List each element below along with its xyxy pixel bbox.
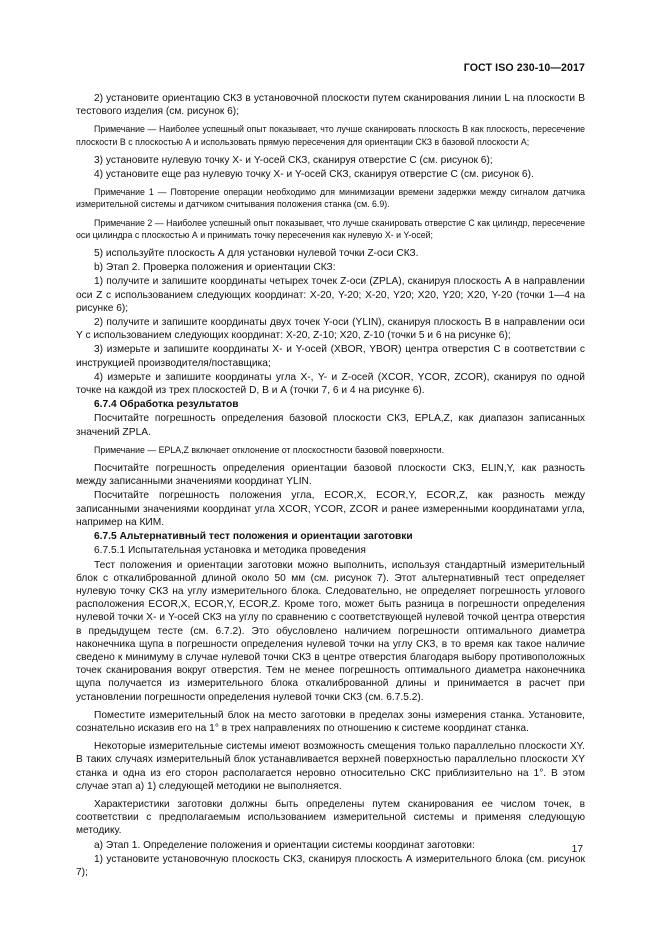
paragraph: 2) получите и запишите координаты двух точек Y-оси (YLIN), сканируя плоскость В в направлении оси Y с использованием следующих координат: Х-20, Z-10; Х20, Z-10 (точки 5 и 6 на рисунке 6); <box>76 317 585 342</box>
note: Примечание — Наиболее успешный опыт показывает, что лучше сканировать плоскость В как плоскость, пересечение плоскости В с плоскостью А и использовать прямую пересечения для ориентации СКЗ в базовой плоскости А; <box>76 124 585 147</box>
paragraph: Посчитайте погрешность определения базовой плоскости СКЗ, EPLA,Z, как диапазон записанных значений ZPLA. <box>76 413 585 438</box>
note: Примечание — EPLA,Z включает отклонение от плоскостности базовой поверхности. <box>94 444 445 455</box>
note: Примечание 2 — Наиболее успешный опыт показывает, что лучше сканировать отверстие С как цилиндр, пересечение оси цилиндра с плоскостью А и принимать точку пересечения как нулевую Х- и Y-осей; <box>76 217 585 240</box>
paragraph: Некоторые измерительные системы имеют возможность смещения только параллельно плоскости XY. В таких случаях измерительный блок устанавливается верхней поверхностью параллельно плоскости XY станка и одна из его сторон располагается неровно относительно СКС приблизительно на 1°. В этом случае этап а) 1) следующей методики не выполняется. <box>76 741 585 792</box>
page-number: 17 <box>571 844 583 855</box>
section-heading: 6.7.4 Обработка результатов <box>94 399 239 411</box>
paragraph: 5) используйте плоскость А для установки нулевой точки Z-оси СКЗ. <box>94 248 419 260</box>
paragraph: 4) установите еще раз нулевую точку Х- и Y-осей СКЗ, сканируя отверстие С (см. рисунок 6). <box>94 169 534 181</box>
paragraph: Тест положения и ориентации заготовки можно выполнить, используя стандартный измерительный блок с откалиброванной длиной около 50 мм (см. рисунок 7). Этот альтернативный тест определяет нулевую точку СКЗ на углу измерительного блока. Следовательно, не определяет погрешность углового расположения ECOR,X, ECOR,Y, ECOR,Z. Кроме того, может быть разница в погрешности определения нулевой точки Х- и Y-осей СКЗ на углу по сравнению с соответствующей нулевой точкой центра отверстия в предыдущем тесте (см. 6.7.2). Это обусловлено наличием погрешности оптимального диаметра наконечника щупа в погрешности определения нулевой точки на углу СКЗ, в то время как такое наличие сведено к минимуму в случае нулевой точки СКЗ в центре отверстия благодаря выбору противоположных точек сканирования вокруг отверстия. Тем не менее погрешность оптимального диаметра наконечника щупа получается из измерительного блока откалиброванной длины и принимается в расчет при установлении погрешности определения нулевой точки СКЗ (см. 6.7.5.2). <box>76 559 585 703</box>
paragraph: 3) измерьте и запишите координаты Х- и Y-осей (XBOR, YBOR) центра отверстия С в соответствии с инструкцией производителя/поставщика; <box>76 344 585 369</box>
paragraph: Поместите измерительный блок на место заготовки в пределах зоны измерения станка. Установите, сознательно исказив его на 1° в трех направлениях по отношению к системе координат станка. <box>76 709 585 734</box>
paragraph: Посчитайте погрешность определения ориентации базовой плоскости СКЗ, ELIN,Y, как разность между записанными значениями координат YLIN. <box>76 463 585 488</box>
paragraph: 3) установите нулевую точку Х- и Y-осей СКЗ, сканируя отверстие С (см. рисунок 6); <box>94 154 493 166</box>
paragraph: а) Этап 1. Определение положения и ориентации системы координат заготовки: <box>94 839 475 851</box>
paragraph: 4) измерьте и запишите координаты угла Х-, Y- и Z-осей (XCOR, YCOR, ZCOR), сканируя по одной точке на каждой из трех плоскостей D, В и А (точки 7, 6 и 4 на рисунке 6). <box>76 371 585 397</box>
paragraph: Характеристики заготовки должны быть определены путем сканирования ее числом точек, в соответствии с предполагаемым использованием измерительной системы и применяя следующую методику. <box>76 798 585 837</box>
subsection-heading: 6.7.5.1 Испытательная установка и методика проведения <box>94 545 366 557</box>
paragraph: 1) получите и запишите координаты четырех точек Z-оси (ZPLA), сканируя плоскость А в направлении оси Z с использованием следующих координат: Х-20, Y-20; Х-20, Y20; Х20, Y20; Х20, Y-20 (точки 1—4 на рисунке 6); <box>76 276 585 314</box>
note: Примечание 1 — Повторение операции необходимо для минимизации времени задержки между сигналом датчика измерительной системы и датчиком считывания положения станка (см. 6.9). <box>76 187 585 210</box>
paragraph: b) Этап 2. Проверка положения и ориентации СКЗ: <box>94 262 336 274</box>
section-heading: 6.7.5 Альтернативный тест положения и ориентации заготовки <box>94 531 413 543</box>
document-body <box>76 92 585 880</box>
paragraph: 2) установите ориентацию СКЗ в установочной плоскости путем сканирования линии L на плоскости В тестового изделия (см. рисунок 6); <box>76 93 585 118</box>
paragraph: 1) установите установочную плоскость СКЗ, сканируя плоскость А измерительного блока (см. рисунок 7); <box>76 853 585 878</box>
paragraph: Посчитайте погрешность положения угла, ECOR,X, ECOR,Y, ECOR,Z, как разность между записанными значениями координат угла XCOR, YCOR, ZCOR и ранее измеренными координатами угла, например на КИМ. <box>76 490 585 528</box>
standard-header: ГОСТ ISO 230-10—2017 <box>463 62 585 74</box>
